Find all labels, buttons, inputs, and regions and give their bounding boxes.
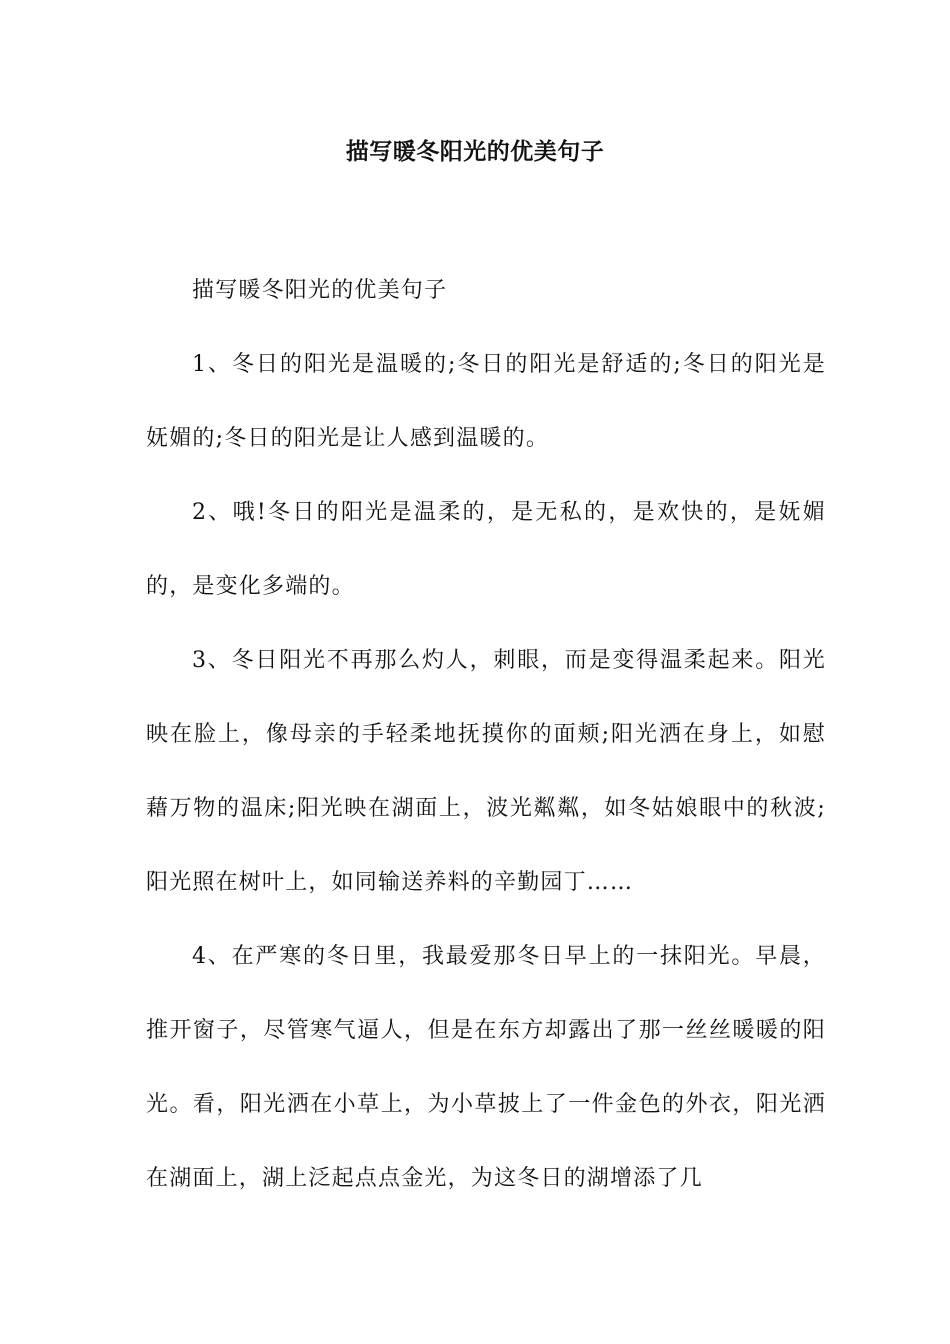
document-title: 描写暖冬阳光的优美句子 <box>345 138 605 165</box>
paragraph-2: 2、哦!冬日的阳光是温柔的，是无私的，是欢快的，是妩媚的，是变化多端的。 <box>146 500 826 599</box>
paragraph-heading: 描写暖冬阳光的优美句子 <box>192 278 448 303</box>
paragraph-4: 4、在严寒的冬日里，我最爱那冬日早上的一抹阳光。早晨，推开窗子，尽管寒气逼人，但是在东方却露出了那一丝丝暖暖的阳光。看，阳光洒在小草上，为小草披上了一件金色的外衣，阳光洒在湖面上，湖上泛起点点金光，为这冬日的湖增添了几 <box>146 944 826 1191</box>
paragraph-1: 1、冬日的阳光是温暖的;冬日的阳光是舒适的;冬日的阳光是妩媚的;冬日的阳光是让人感到温暖的。 <box>146 352 826 451</box>
paragraph-3: 3、冬日阳光不再那么灼人，刺眼，而是变得温柔起来。阳光映在脸上，像母亲的手轻柔地抚摸你的面颊;阳光洒在身上，如慰藉万物的温床;阳光映在湖面上，波光粼粼，如冬姑娘眼中的秋波;阳光照在树叶上，如同输送养料的辛勤园丁…… <box>146 648 826 895</box>
document-body <box>146 254 826 1216</box>
